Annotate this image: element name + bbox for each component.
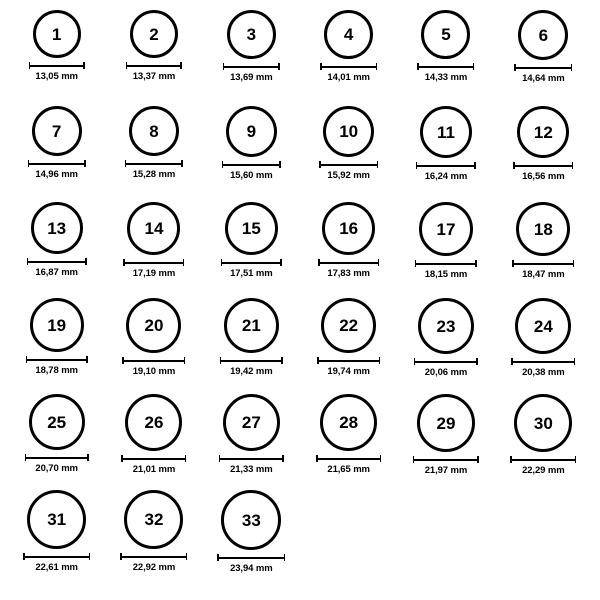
ring-size-label: 8 (149, 121, 159, 141)
dimension-group (122, 357, 185, 377)
dimension-group (513, 162, 573, 182)
ring-size-cell (105, 106, 202, 202)
ring-size-cell (495, 298, 592, 394)
caliper-icon (415, 260, 477, 267)
ring-size-cell (397, 10, 494, 106)
ring-diameter-value: 16,56 mm (522, 171, 565, 182)
ring-circle (323, 106, 374, 157)
ring-size-grid (8, 10, 592, 586)
dimension-group (510, 456, 576, 476)
caliper-icon (25, 454, 89, 461)
ring-size-label: 6 (538, 25, 549, 45)
dimension-group (25, 454, 89, 474)
ring-size-label: 13 (47, 218, 67, 238)
ring-size-cell (105, 394, 202, 490)
ring-size-label: 18 (533, 219, 553, 239)
ring-diameter-value: 17,19 mm (132, 268, 176, 279)
caliper-icon (513, 162, 573, 169)
ring-circle (417, 394, 475, 452)
dimension-group (417, 63, 474, 83)
ring-diameter-value: 14,96 mm (35, 169, 78, 180)
ring-size-cell (8, 10, 105, 106)
dimension-group (223, 63, 280, 83)
ring-size-cell (203, 202, 300, 298)
caliper-icon (125, 160, 183, 167)
ring-size-label: 3 (246, 25, 257, 44)
ring-size-label: 21 (241, 316, 261, 335)
ring-diameter-value: 15,92 mm (327, 170, 370, 181)
ring-diameter-value: 21,01 mm (132, 464, 176, 475)
caliper-icon (217, 554, 285, 561)
caliper-icon (319, 161, 378, 168)
ring-size-cell (397, 298, 494, 394)
ring-diameter-value: 17,83 mm (327, 268, 370, 279)
ring-circle (27, 490, 86, 549)
ring-size-cell (300, 298, 397, 394)
ring-circle (321, 298, 376, 353)
dimension-group (511, 358, 575, 378)
caliper-icon (122, 357, 185, 364)
ring-size-cell (300, 10, 397, 106)
ring-circle (516, 202, 570, 256)
ring-circle (30, 298, 84, 352)
ring-circle (518, 10, 568, 60)
dimension-group (319, 161, 378, 181)
ring-circle (32, 106, 82, 156)
ring-circle (322, 202, 375, 255)
dimension-group (26, 356, 88, 376)
dimension-group (23, 553, 90, 573)
caliper-icon (221, 259, 282, 266)
caliper-icon (316, 455, 381, 462)
caliper-icon (121, 455, 186, 462)
ring-diameter-value: 15,60 mm (230, 170, 273, 181)
ring-size-label: 23 (436, 316, 456, 336)
ring-size-cell (105, 490, 202, 586)
caliper-icon (28, 160, 86, 167)
ring-size-label: 33 (241, 510, 261, 530)
ring-diameter-value: 22,92 mm (132, 562, 176, 573)
ring-size-label: 5 (441, 25, 451, 44)
ring-circle (31, 202, 83, 254)
caliper-icon (320, 63, 377, 70)
caliper-icon (126, 62, 182, 69)
dimension-group (121, 455, 186, 475)
ring-diameter-value: 21,97 mm (424, 465, 468, 476)
dimension-group (220, 357, 283, 377)
ring-size-cell (397, 106, 494, 202)
ring-diameter-value: 16,87 mm (35, 267, 78, 278)
caliper-icon (318, 259, 379, 266)
dimension-group (415, 260, 477, 280)
caliper-icon (23, 553, 90, 560)
ring-size-label: 28 (339, 413, 359, 432)
caliper-icon (123, 259, 184, 266)
dimension-group (514, 64, 572, 84)
ring-diameter-value: 19,42 mm (230, 366, 273, 377)
ring-size-cell (495, 106, 592, 202)
ring-size-label: 7 (51, 121, 62, 141)
caliper-icon (317, 357, 380, 364)
ring-size-cell (8, 298, 105, 394)
ring-diameter-value: 13,05 mm (35, 71, 78, 82)
ring-size-label: 31 (47, 510, 67, 529)
ring-diameter-value: 13,37 mm (132, 71, 176, 82)
ring-circle (33, 10, 81, 58)
ring-diameter-value: 18,15 mm (424, 269, 468, 280)
caliper-icon (220, 357, 283, 364)
ring-size-label: 26 (144, 413, 164, 432)
ring-circle (124, 490, 183, 549)
ring-size-cell (8, 202, 105, 298)
ring-diameter-value: 22,61 mm (35, 562, 78, 573)
caliper-icon (414, 358, 478, 365)
dimension-group (317, 357, 380, 377)
ring-size-cell (203, 490, 300, 586)
ring-diameter-value: 18,78 mm (35, 365, 78, 376)
dimension-group (219, 455, 284, 475)
ring-size-label: 14 (144, 219, 164, 238)
ring-size-cell (397, 202, 494, 298)
dimension-group (123, 259, 184, 279)
dimension-group (29, 62, 85, 82)
dimension-group (126, 62, 182, 82)
ring-circle (324, 10, 373, 59)
ring-size-label: 32 (144, 510, 164, 529)
dimension-group (414, 358, 478, 378)
ring-size-cell (397, 394, 494, 490)
ring-diameter-value: 14,64 mm (522, 73, 565, 84)
ring-size-cell (203, 298, 300, 394)
ring-diameter-value: 20,06 mm (424, 367, 468, 378)
caliper-icon (413, 456, 479, 463)
ring-diameter-value: 17,51 mm (230, 268, 273, 279)
ring-circle (221, 490, 281, 550)
ring-size-label: 20 (144, 316, 164, 335)
ring-size-label: 1 (51, 24, 62, 44)
ring-diameter-value: 20,70 mm (35, 463, 78, 474)
dimension-group (27, 258, 87, 278)
ring-diameter-value: 19,10 mm (132, 366, 176, 377)
dimension-group (217, 554, 285, 574)
ring-circle (130, 10, 178, 58)
ring-size-label: 29 (436, 413, 456, 433)
ring-circle (420, 106, 472, 158)
ring-size-cell (105, 298, 202, 394)
caliper-icon (514, 64, 572, 71)
ring-size-label: 25 (47, 412, 67, 432)
caliper-icon (27, 258, 87, 265)
ring-size-cell (8, 394, 105, 490)
ring-diameter-value: 22,29 mm (522, 465, 565, 476)
ring-size-cell (300, 106, 397, 202)
ring-size-cell (8, 106, 105, 202)
dimension-group (28, 160, 86, 180)
ring-circle (418, 298, 474, 354)
caliper-icon (511, 358, 575, 365)
ring-circle (225, 202, 278, 255)
ring-diameter-value: 16,24 mm (424, 171, 468, 182)
ring-size-cell (495, 202, 592, 298)
caliper-icon (510, 456, 576, 463)
ring-size-cell (105, 202, 202, 298)
ring-circle (127, 202, 180, 255)
ring-size-label: 11 (436, 122, 455, 142)
ring-size-label: 17 (436, 219, 456, 239)
caliper-icon (223, 63, 280, 70)
ring-size-label: 12 (533, 122, 553, 142)
ring-diameter-value: 19,74 mm (327, 366, 370, 377)
ring-size-label: 19 (47, 315, 67, 335)
dimension-group (416, 162, 476, 182)
dimension-group (318, 259, 379, 279)
ring-circle (227, 10, 276, 59)
ring-circle (421, 10, 470, 59)
ring-size-label: 2 (149, 24, 159, 44)
ring-size-cell (495, 10, 592, 106)
caliper-icon (29, 62, 85, 69)
ring-circle (29, 394, 85, 450)
ring-size-cell (203, 106, 300, 202)
dimension-group (413, 456, 479, 476)
dimension-group (320, 63, 377, 83)
ring-size-label: 24 (533, 316, 553, 336)
ring-size-cell (203, 10, 300, 106)
ring-diameter-value: 15,28 mm (132, 169, 176, 180)
ring-size-label: 30 (533, 413, 553, 433)
caliper-icon (416, 162, 476, 169)
ring-circle (125, 394, 182, 451)
caliper-icon (222, 161, 281, 168)
ring-size-cell (8, 490, 105, 586)
ring-size-label: 9 (246, 122, 257, 141)
ring-diameter-value: 21,33 mm (230, 464, 273, 475)
dimension-group (316, 455, 381, 475)
dimension-group (512, 260, 574, 280)
ring-size-label: 10 (339, 122, 359, 141)
ring-circle (126, 298, 181, 353)
ring-circle (515, 298, 571, 354)
ring-diameter-value: 23,94 mm (230, 563, 273, 574)
caliper-icon (120, 553, 187, 560)
ring-diameter-value: 14,33 mm (424, 72, 468, 83)
ring-circle (226, 106, 277, 157)
ring-size-label: 22 (339, 316, 359, 335)
ring-circle (224, 298, 279, 353)
ring-size-cell (105, 10, 202, 106)
ring-diameter-value: 18,47 mm (522, 269, 565, 280)
ring-circle (419, 202, 473, 256)
ring-size-label: 27 (241, 413, 261, 432)
ring-size-label: 15 (241, 219, 261, 238)
ring-size-cell (300, 394, 397, 490)
caliper-icon (26, 356, 88, 363)
ring-circle (223, 394, 280, 451)
ring-size-cell (495, 394, 592, 490)
dimension-group (120, 553, 187, 573)
ring-size-cell (300, 202, 397, 298)
ring-diameter-value: 14,01 mm (327, 72, 370, 83)
ring-size-cell (203, 394, 300, 490)
ring-diameter-value: 13,69 mm (230, 72, 273, 83)
caliper-icon (417, 63, 474, 70)
dimension-group (222, 161, 281, 181)
dimension-group (221, 259, 282, 279)
caliper-icon (512, 260, 574, 267)
ring-circle (129, 106, 179, 156)
caliper-icon (219, 455, 284, 462)
ring-size-label: 16 (339, 219, 359, 238)
ring-diameter-value: 20,38 mm (522, 367, 565, 378)
ring-circle (320, 394, 377, 451)
ring-size-label: 4 (343, 25, 354, 44)
ring-diameter-value: 21,65 mm (327, 464, 370, 475)
dimension-group (125, 160, 183, 180)
ring-circle (517, 106, 569, 158)
ring-circle (514, 394, 572, 452)
